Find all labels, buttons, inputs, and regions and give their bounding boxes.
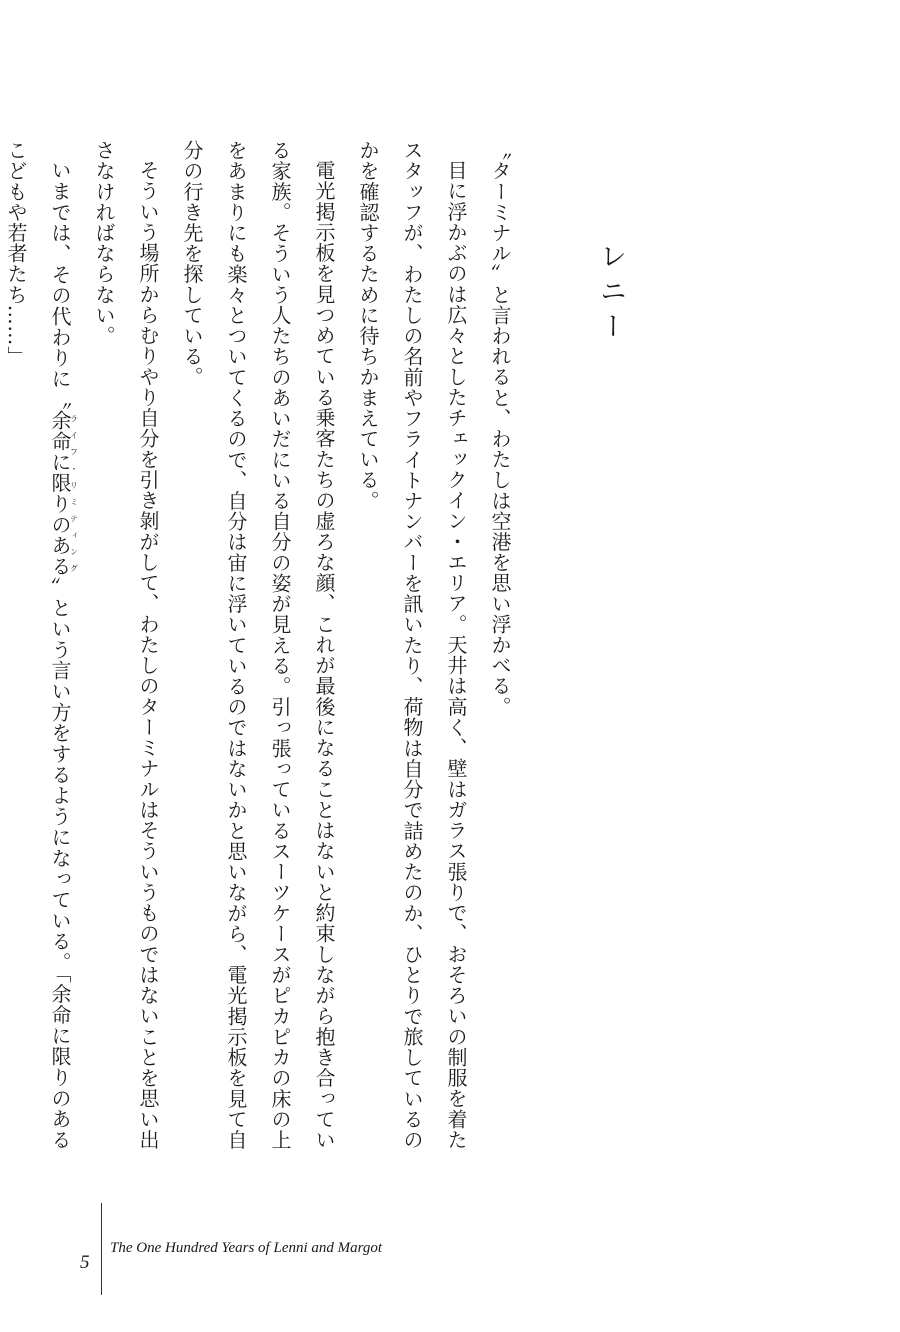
chapter-title: レニー xyxy=(595,242,626,347)
ruby-reading: ライフ・リミティング xyxy=(69,410,79,577)
running-title: The One Hundred Years of Lenni and Margot xyxy=(110,1240,383,1256)
paragraph-2: 目に浮かぶのは広々としたチェックイン・エリア。天井は高く、壁はガラス張りで、おそろいの制服を着たスタッフが、わたしの名前やフライトナンバーを訊いたり、荷物は自分で詰めたのか、ひとりで旅しているのかを確認するために待ちかまえている。 xyxy=(356,140,468,1150)
ruby-life-limiting xyxy=(48,410,79,577)
body-text xyxy=(0,140,522,1150)
paragraph-1: 〝ターミナル〟と言われると、わたしは空港を思い浮かべる。 xyxy=(488,140,512,717)
paragraph-5-lead: いまでは、その代わりに〝 xyxy=(48,160,72,411)
ruby-base: 余命に限りのある xyxy=(48,410,72,577)
footer-rule xyxy=(101,1203,102,1295)
paragraph-3: 電光掲示板を見つめている乗客たちの虚ろな顔、これが最後になることはないと約束しながら抱き合っている家族。そういう人たちのあいだにいる自分の姿が見える。引っ張っているスーツケースがピカピカの床の上をあまりにも楽々とついてくるので、自分は宙に浮いているのではないかと思いながら、電光掲示板を見て自分の行き先を探している。 xyxy=(180,140,336,1150)
paragraph-4: そういう場所からむりやり自分を引き剝がして、わたしのターミナルはそういうものではないことを思い出さなければならない。 xyxy=(92,140,160,1150)
page-number: 5 xyxy=(80,1252,90,1273)
paragraph-5 xyxy=(0,140,82,1150)
paragraph-5-tail: 〟という言い方をするようになっている。「余命に限りのあるこどもや若者たち……」 xyxy=(4,140,72,1150)
